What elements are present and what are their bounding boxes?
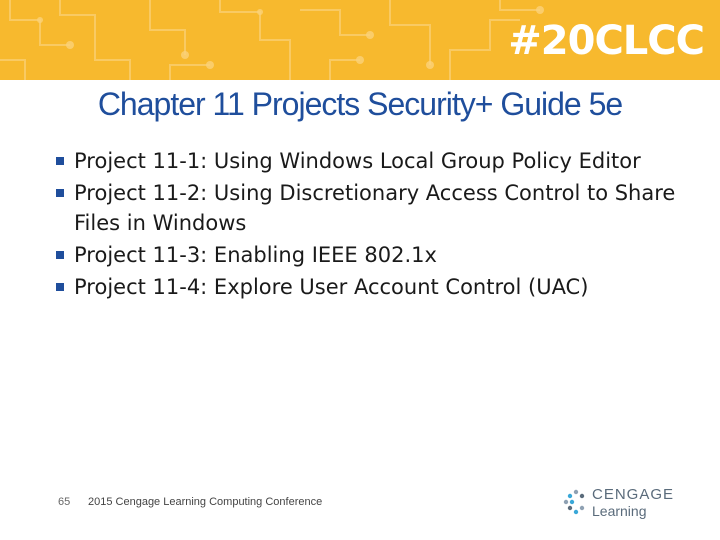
logo-subword: Learning [592,503,647,519]
bullet-text: Project 11-3: Enabling IEEE 802.1x [74,243,437,267]
conference-hashtag: #20CLCC [508,18,704,64]
bullet-list [56,146,676,304]
bullet-text: Project 11-2: Using Discretionary Access Control to Share Files in Windows [74,181,676,235]
page-number: 65 [58,496,71,508]
bullet-square-icon [56,251,64,259]
bullet-text: Project 11-4: Explore User Account Control (UAC) [74,275,589,299]
bullet-item [56,272,676,302]
bullet-square-icon [56,283,64,291]
bullet-item [56,240,676,270]
bullet-item [56,146,676,176]
footer-text: 2015 Cengage Learning Computing Conference [88,496,323,508]
cengage-dots-icon [562,488,590,516]
bullet-square-icon [56,189,64,197]
cengage-logo [562,486,682,522]
header-banner [0,0,720,80]
bullet-square-icon [56,157,64,165]
logo-wordmark: CENGAGE [592,486,675,503]
bullet-item [56,178,676,238]
slide-title: Chapter 11 Projects Security+ Guide 5e [97,86,623,122]
bullet-text: Project 11-1: Using Windows Local Group Policy Editor [74,149,641,173]
